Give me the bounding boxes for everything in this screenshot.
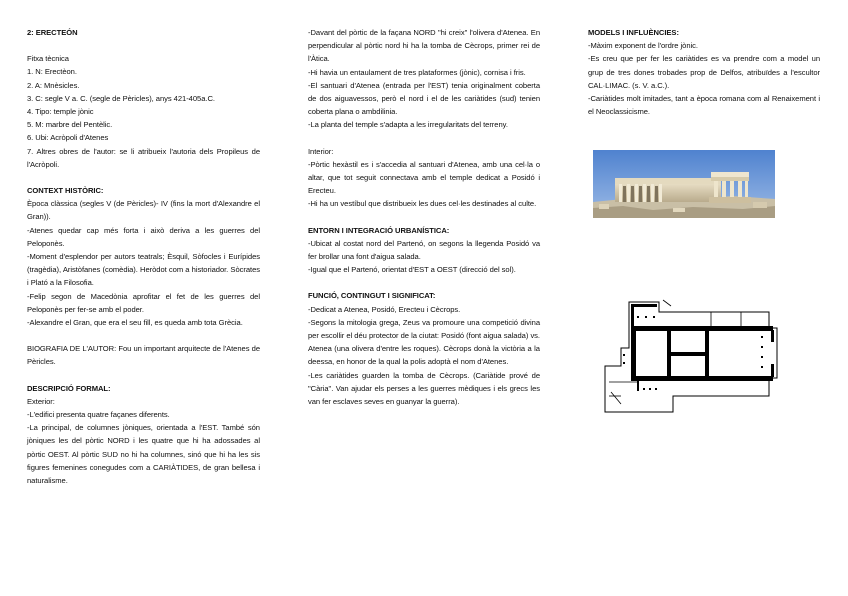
fitxa-item: 7. Altres obres de l'autor: se li atribueix l'autoria dels Propileus de l'Acròpoli. xyxy=(27,146,260,169)
models-paragraph: -Es creu que per fer les cariàtides es va prendre com a model un grup de tres dones trobades prop de Delfos, atribuïdes a l'escultor CAL·LIMAC. (s. V. a.C.). xyxy=(588,54,820,90)
column-left xyxy=(27,26,260,487)
exterior-paragraph: -Hi havia un entaulament de tres plataformes (jònic), cornisa i fris. xyxy=(308,67,526,77)
funcio-paragraph: -Dedicat a Atenea, Posidó, Erecteu i Cècrops. xyxy=(308,304,461,314)
fitxa-item: 2. A: Mnèsicles. xyxy=(27,80,80,90)
fitxa-item: 5. M: marbre del Pentèlic. xyxy=(27,120,113,130)
fitxa-title: Fitxa tècnica xyxy=(27,54,69,64)
fitxa-item: 6. Ubi: Acròpoli d'Atenes xyxy=(27,133,109,143)
exterior-paragraph: -La planta del temple s'adapta a les irregularitats del terreny. xyxy=(308,120,508,130)
description-paragraph: Exterior: xyxy=(27,396,55,406)
interior-paragraph: -Pòrtic hexàstil es i s'accedia al santuari d'Atenea, amb una cel·la o altar, que tot seguit connectava amb el temple dedicat a Posidó i Erecteu. xyxy=(308,159,540,196)
description-title: DESCRIPCIÓ FORMAL: xyxy=(27,383,111,393)
floor-plan-diagram xyxy=(601,292,781,417)
exterior-paragraph: -Davant del pòrtic de la façana NORD "hi creix" l'olivera d'Atenea. En perpendicular al pòrtic nord hi ha la tomba de Cècrops, primer rei de l'Àtica. xyxy=(308,28,540,64)
context-paragraph: Època clàssica (segles V (de Pèricles)- IV (fins la mort d'Alexandre el Gran)). xyxy=(27,199,260,222)
description-paragraph: -La principal, de columnes jòniques, orientada a l'EST. També són jòniques les del pòrtic NORD i les quatre que hi ha adossades al pòrtic OEST. Al pòrtic SUD no hi ha columnes, sinó que hi ha les sis figures femenines conegudes com a CARIÀTIDES, de gran bellesa i naturalisme. xyxy=(27,423,260,486)
funcio-paragraph: -Les cariàtides guarden la tomba de Cècrops. (Cariàtide prové de "Cària". Van ajudar els perses a les guerres mèdiques i els grecs les van fer esclaves seves en guanyar la guerra). xyxy=(308,370,540,407)
column-middle xyxy=(308,26,540,408)
section-title: 2: ERECTEÓN xyxy=(27,28,78,37)
context-title: CONTEXT HISTÒRIC: xyxy=(27,186,104,196)
models-title: MODELS I INFLUÈNCIES: xyxy=(588,28,679,37)
entorn-title: ENTORN I INTEGRACIÓ URBANÍSTICA: xyxy=(308,225,450,235)
fitxa-item: 1. N: Erectèon. xyxy=(27,67,77,77)
fitxa-item: 4. Tipo: temple jònic xyxy=(27,107,94,117)
interior-heading: Interior: xyxy=(308,146,334,156)
context-paragraph: -Atenes quedar cap més forta i això deriva a les guerres del Peloponès. xyxy=(27,225,260,248)
entorn-paragraph: -Igual que el Partenó, orientat d'EST a OEST (direcció del sol). xyxy=(308,265,516,275)
fitxa-item: 3. C: segle V a. C. (segle de Pèricles), anys 421-405a.C. xyxy=(27,93,215,103)
fitxa-list xyxy=(27,65,260,171)
biography: BIOGRAFIA DE L'AUTOR: Fou un important arquitecte de l'Atenes de Pèricles. xyxy=(27,344,260,367)
interior-paragraph: -Hi ha un vestíbul que distribueix les dues cel·les destinades al culte. xyxy=(308,199,537,209)
context-paragraph: -Alexandre el Gran, que era el seu fill, es queda amb tota Grècia. xyxy=(27,318,243,328)
funcio-paragraph: -Segons la mitologia grega, Zeus va promoure una competició divina per escollir el déu protector de la ciutat: Posidó (font aigua salada) vs. Atenea (una olivera d'entre les roques). Cècrops donà la victòria a la deessa, en honor de la qual la polis adoptà el nom d'Atenes. xyxy=(308,317,540,367)
entorn-paragraph: -Ubicat al costat nord del Partenó, on segons la llegenda Posidó va fer brollar una font d'aigua salada. xyxy=(308,238,540,262)
context-paragraph: -Felip segon de Macedònia aprofitar el fet de les guerres del Peloponès per fer-se amb el poder. xyxy=(27,291,260,314)
column-right xyxy=(588,26,820,118)
description-paragraph: -L'edifici presenta quatre façanes diferents. xyxy=(27,410,170,420)
models-paragraph: -Màxim exponent de l'ordre jònic. xyxy=(588,41,698,51)
context-paragraph: -Moment d'esplendor per autors teatrals; Èsquil, Sòfocles i Eurípides (tragèdia), Aristòfanes (comèdia). Heròdot com a historiador. Sòcrates i Plató a la Filosofia. xyxy=(27,252,260,288)
funcio-title: FUNCIÓ, CONTINGUT I SIGNIFICAT: xyxy=(308,291,436,301)
erechtheion-photo xyxy=(593,150,775,218)
exterior-paragraph: -El santuari d'Atenea (entrada per l'EST) tenia originalment coberta de dos aiguavessos, però el nord i el de les cariàtides (sud) tenien coberta plana o ambdilinia. xyxy=(308,80,540,117)
models-paragraph: -Cariàtides molt imitades, tant a època romana com al Renaixement i el Neoclassicisme. xyxy=(588,94,820,117)
